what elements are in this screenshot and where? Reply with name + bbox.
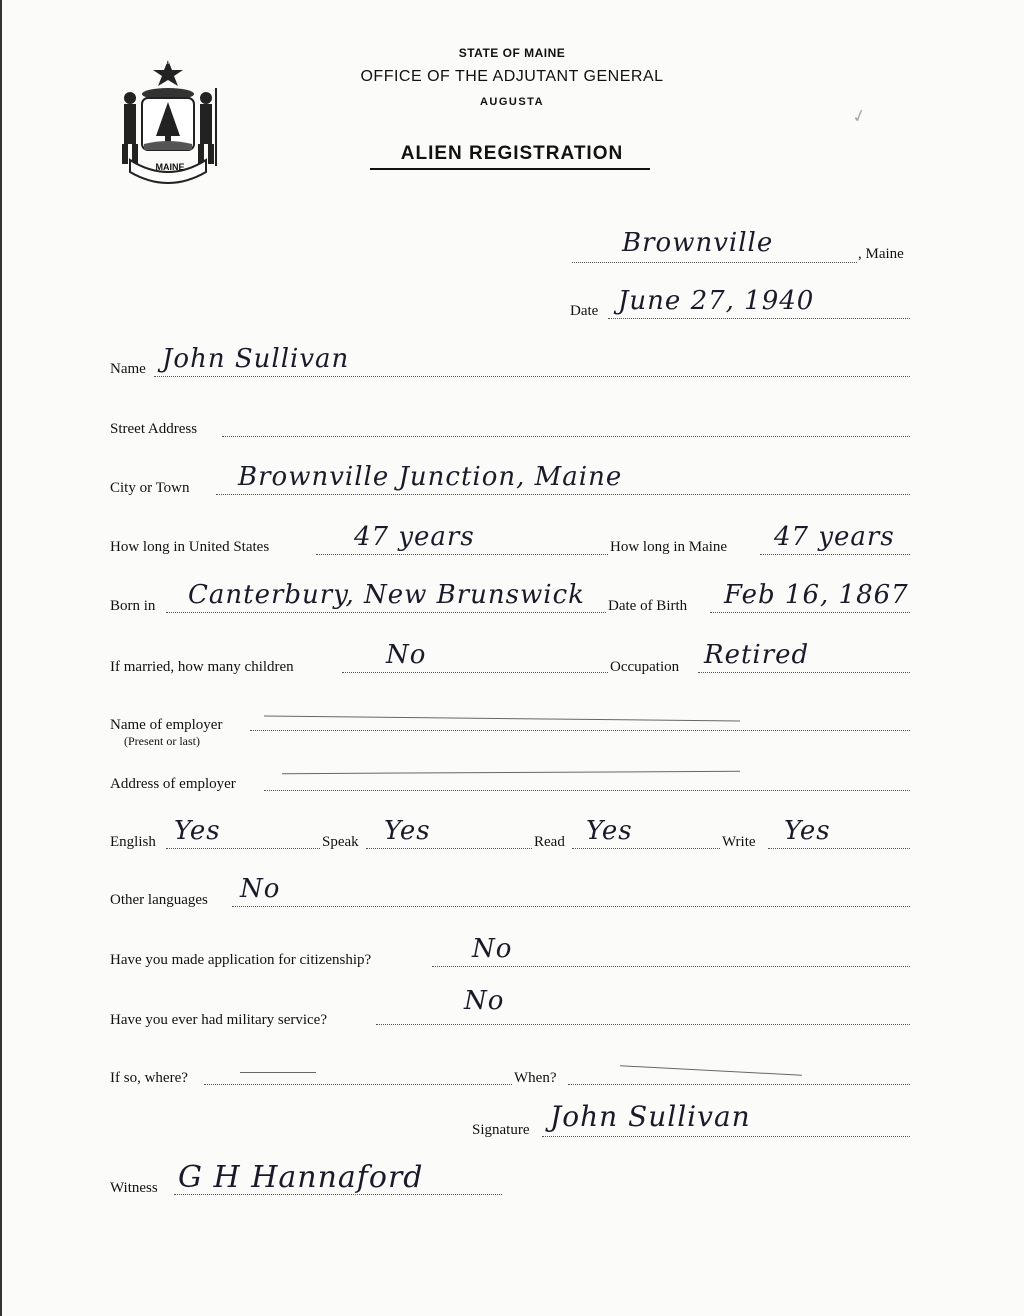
citizenship-label: Have you made application for citizenship?: [110, 952, 372, 968]
place-suffix: , Maine: [858, 246, 904, 262]
born-line: [166, 612, 606, 613]
occupation-entry: Retired: [704, 640, 810, 670]
occupation-line: [698, 672, 910, 673]
employer-sub-label: (Present or last): [124, 734, 200, 748]
signature-entry: John Sullivan: [550, 1100, 751, 1133]
place-entry: Brownville: [622, 228, 774, 258]
born-label: Born in: [110, 598, 156, 614]
children-entry: No: [386, 640, 427, 670]
title-underline: [370, 168, 650, 170]
header-office: OFFICE OF THE ADJUTANT GENERAL: [360, 68, 664, 85]
how-long-us-entry: 47 years: [354, 522, 475, 552]
citizenship-entry: No: [472, 934, 513, 964]
speak-line: [366, 848, 532, 849]
city-label: City or Town: [110, 480, 190, 496]
born-entry: Canterbury, New Brunswick: [188, 580, 585, 610]
signature-line: [542, 1136, 910, 1137]
speak-label: Speak: [322, 834, 359, 850]
where-label: If so, where?: [110, 1070, 188, 1086]
signature-label: Signature: [472, 1122, 530, 1138]
dob-entry: Feb 16, 1867: [724, 580, 909, 610]
how-long-us-line: [316, 554, 608, 555]
how-long-maine-line: [760, 554, 910, 555]
other-languages-label: Other languages: [110, 892, 208, 908]
english-label: English: [110, 834, 156, 850]
employer-label: Name of employer: [110, 717, 223, 733]
when-label: When?: [514, 1070, 557, 1086]
read-label: Read: [534, 834, 565, 850]
write-line: [768, 848, 910, 849]
when-line: [568, 1084, 910, 1085]
date-line: [608, 318, 910, 319]
military-entry: No: [464, 986, 505, 1016]
name-label: Name: [110, 361, 146, 377]
witness-label: Witness: [110, 1180, 158, 1196]
when-pen-stroke: [620, 1065, 802, 1076]
read-entry: Yes: [586, 816, 633, 846]
header-state: STATE OF MAINE: [458, 46, 566, 60]
speak-entry: Yes: [384, 816, 431, 846]
witness-entry: G H Hannaford: [178, 1160, 424, 1195]
street-label: Street Address: [110, 421, 198, 437]
check-mark-icon: ✓: [849, 104, 870, 128]
employer-pen-stroke: [264, 716, 740, 722]
how-long-maine-entry: 47 years: [774, 522, 895, 552]
write-entry: Yes: [784, 816, 831, 846]
english-entry: Yes: [174, 816, 221, 846]
seal-motto-text: DIRIGO: [159, 60, 177, 66]
where-line: [204, 1084, 512, 1085]
occupation-label: Occupation: [610, 659, 680, 675]
dob-line: [710, 612, 910, 613]
form-title: ALIEN REGISTRATION: [400, 143, 624, 164]
read-line: [572, 848, 720, 849]
city-entry: Brownville Junction, Maine: [238, 462, 623, 492]
citizenship-line: [432, 966, 910, 967]
street-line: [222, 436, 910, 437]
other-languages-line: [232, 906, 910, 907]
dob-label: Date of Birth: [608, 598, 688, 614]
date-entry: June 27, 1940: [618, 286, 815, 316]
seal-banner-text: MAINE: [155, 162, 185, 172]
date-label: Date: [570, 303, 599, 319]
city-line: [216, 494, 910, 495]
how-long-maine-label: How long in Maine: [610, 539, 728, 555]
military-line: [376, 1024, 910, 1025]
name-line: [154, 376, 910, 377]
employer-address-label: Address of employer: [110, 776, 236, 792]
write-label: Write: [722, 834, 756, 850]
how-long-us-label: How long in United States: [110, 539, 270, 555]
english-line: [166, 848, 320, 849]
employer-line: [250, 730, 910, 731]
employer-address-line: [264, 790, 910, 791]
header-city: AUGUSTA: [479, 96, 545, 108]
children-line: [342, 672, 608, 673]
name-entry: John Sullivan: [162, 344, 350, 374]
military-label: Have you ever had military service?: [110, 1012, 327, 1028]
where-pen-stroke: [240, 1072, 316, 1073]
other-languages-entry: No: [240, 874, 281, 904]
place-line: [572, 262, 857, 263]
children-label: If married, how many children: [110, 659, 294, 675]
employer-address-pen-stroke: [282, 771, 740, 774]
